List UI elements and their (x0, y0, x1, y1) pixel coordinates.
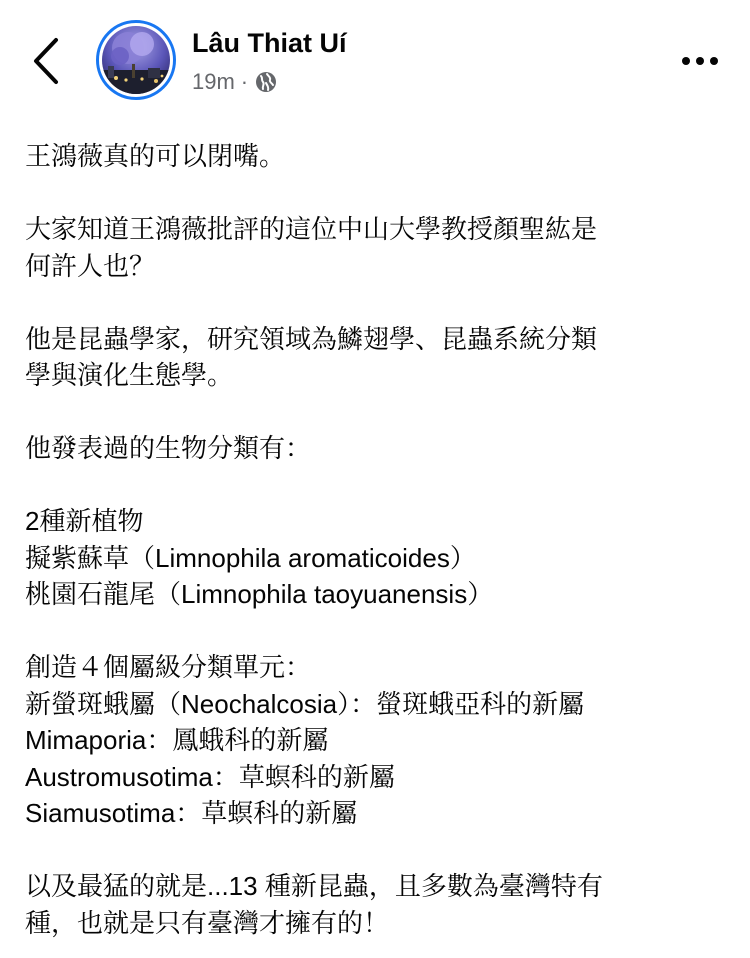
meta-separator: · (240, 69, 249, 94)
chevron-left-icon (28, 36, 68, 86)
post-line: 以及最猛的就是...13 種新昆蟲，且多數為臺灣特有 (25, 871, 603, 901)
post-line: 擬紫蘇草（Limnophila aromaticoides） (25, 542, 476, 573)
post-line: 他是昆蟲學家，研究領域為鱗翅學、昆蟲系統分類 (25, 323, 598, 354)
paragraph-gap (25, 175, 725, 212)
more-options-button[interactable] (676, 46, 724, 76)
paragraph-gap (25, 467, 725, 504)
post-line: Siamusotima：草螟科的新屬 (25, 798, 358, 828)
more-horizontal-icon (676, 46, 724, 76)
post-line: 種，也就是只有臺灣才擁有的！ (25, 907, 390, 938)
globe-icon[interactable] (254, 70, 278, 94)
post-line: 何許人也？ (25, 250, 156, 281)
paragraph-gap (25, 284, 725, 321)
back-button[interactable] (28, 36, 68, 86)
paragraph-gap (25, 613, 725, 650)
post-meta (192, 68, 278, 96)
post-line: 新螢斑蛾屬（Neochalcosia）：螢斑蛾亞科的新屬 (25, 688, 585, 719)
post-line: 他發表過的生物分類有： (25, 433, 312, 463)
post-line: Mimaporia：鳳蛾科的新屬 (25, 725, 329, 755)
paragraph-gap (25, 394, 725, 431)
post-line: Austromusotima：草螟科的新屬 (25, 761, 395, 792)
post-line: 桃園石龍尾（Limnophila taoyuanensis） (25, 579, 494, 609)
post-body (25, 138, 725, 941)
avatar-image (102, 26, 170, 94)
paragraph-gap (25, 832, 725, 869)
author-avatar[interactable] (96, 20, 176, 100)
post-line: 創造４個屬級分類單元： (25, 652, 312, 682)
post-line: 大家知道王鴻薇批評的這位中山大學教授顏聖紘是 (25, 214, 598, 244)
author-name[interactable]: Lâu Thiat Uí (192, 28, 347, 58)
post-line: 學與演化生態學。 (25, 360, 234, 390)
post-header (0, 0, 750, 120)
post-line: 王鴻薇真的可以閉嘴。 (25, 141, 286, 171)
post-time[interactable]: 19m (192, 69, 235, 94)
post-line: 2種新植物 (25, 506, 144, 536)
